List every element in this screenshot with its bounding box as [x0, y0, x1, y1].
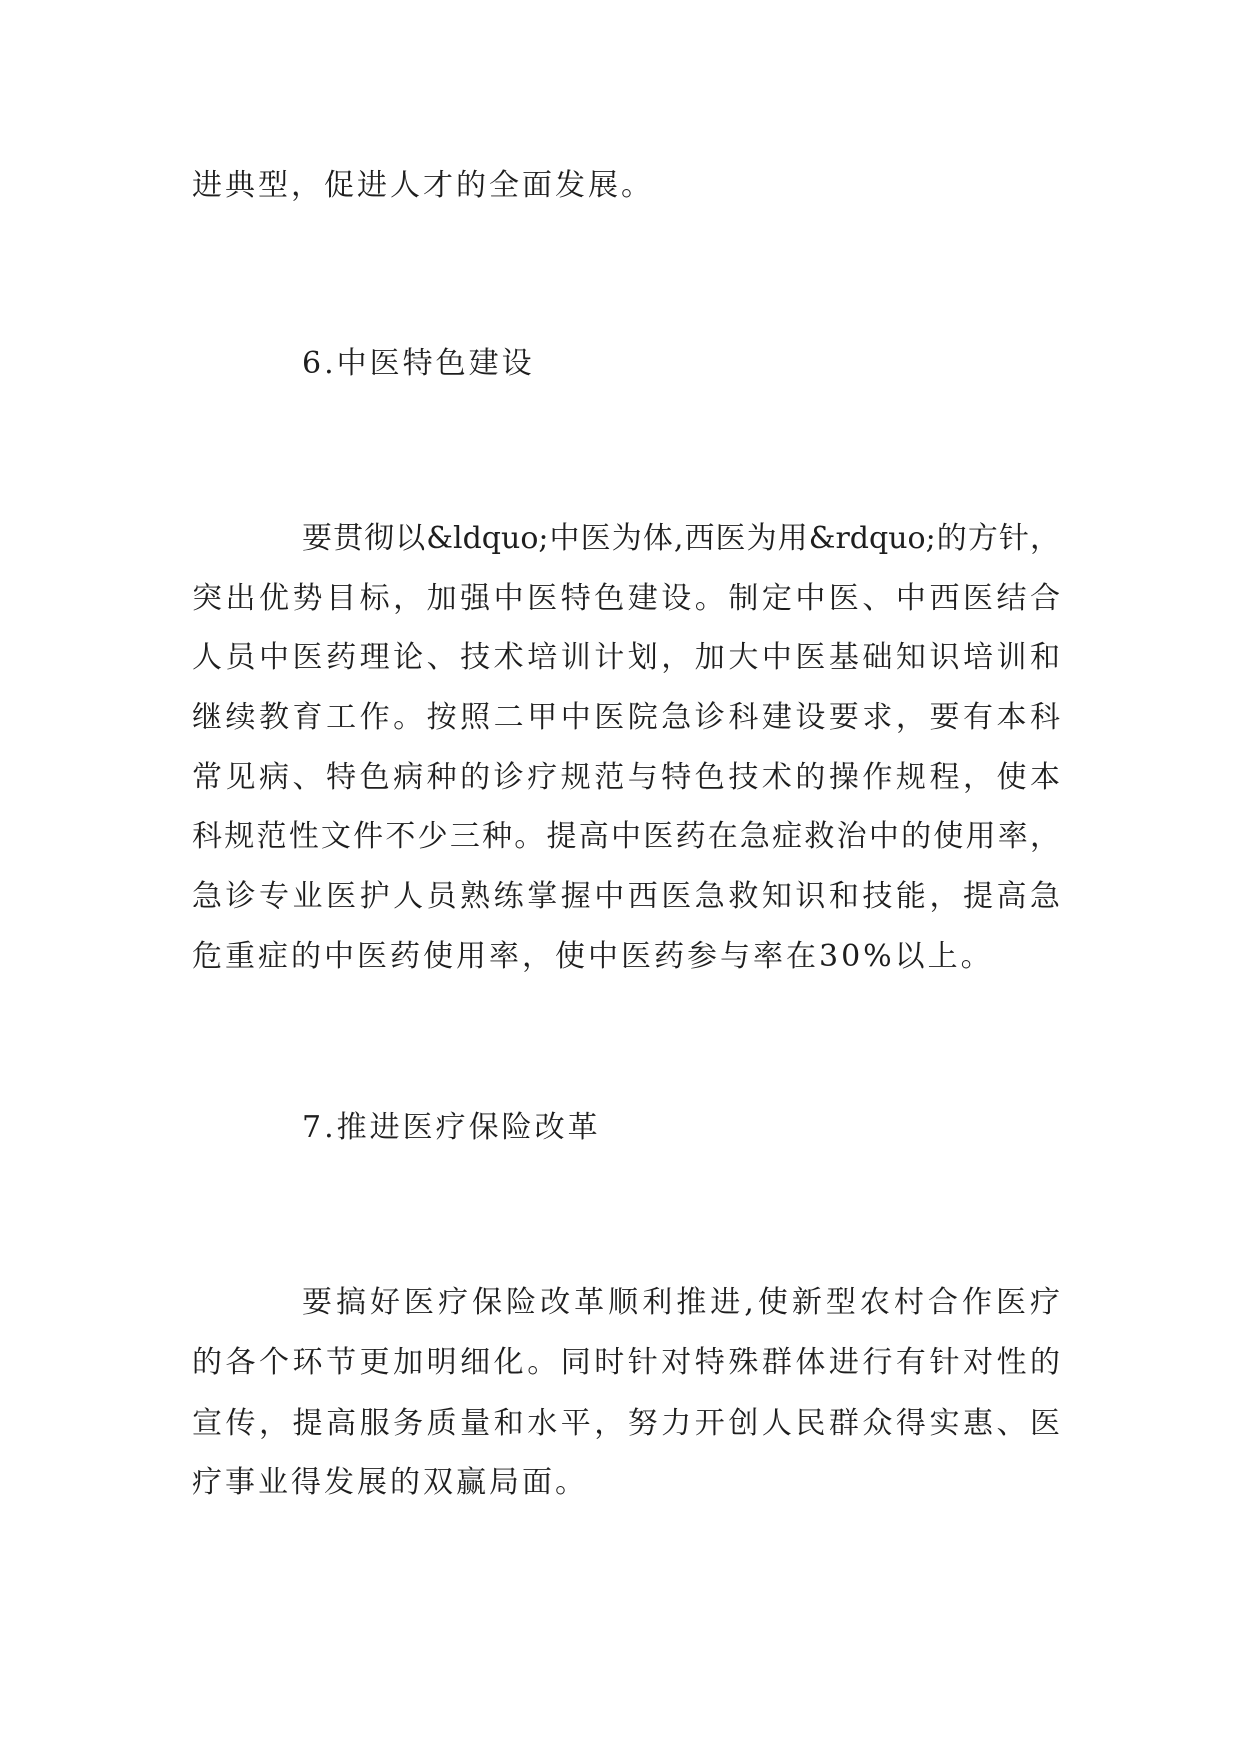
paragraph-line: 要搞好医疗保险改革顺利推进,使新型农村合作医疗: [302, 1285, 1060, 1320]
section-heading-7: 7.推进医疗保险改革: [302, 1110, 601, 1145]
paragraph-line: 突出优势目标，加强中医特色建设。制定中医、中西医结合: [192, 581, 1060, 616]
paragraph-line: 的各个环节更加明细化。同时针对特殊群体进行有针对性的: [192, 1345, 1060, 1380]
continuation-line: 进典型，促进人才的全面发展。: [192, 168, 654, 203]
section-heading-6: 6.中医特色建设: [302, 346, 535, 381]
paragraph-line: 继续教育工作。按照二甲中医院急诊科建设要求，要有本科: [192, 700, 1060, 735]
paragraph-line: 要贯彻以&ldquo;中医为体,西医为用&rdquo;的方针，: [302, 521, 1060, 556]
paragraph-line: 危重症的中医药使用率，使中医药参与率在30%以上。: [192, 939, 994, 974]
paragraph-line: 科规范性文件不少三种。提高中医药在急症救治中的使用率，: [192, 819, 1060, 854]
paragraph-line: 人员中医药理论、技术培训计划，加大中医基础知识培训和: [192, 640, 1060, 675]
paragraph-line: 疗事业得发展的双赢局面。: [192, 1465, 588, 1500]
paragraph-line: 宣传，提高服务质量和水平，努力开创人民群众得实惠、医: [192, 1406, 1060, 1441]
paragraph-line: 常见病、特色病种的诊疗规范与特色技术的操作规程，使本: [192, 760, 1060, 795]
paragraph-line: 急诊专业医护人员熟练掌握中西医急救知识和技能，提高急: [192, 879, 1060, 914]
